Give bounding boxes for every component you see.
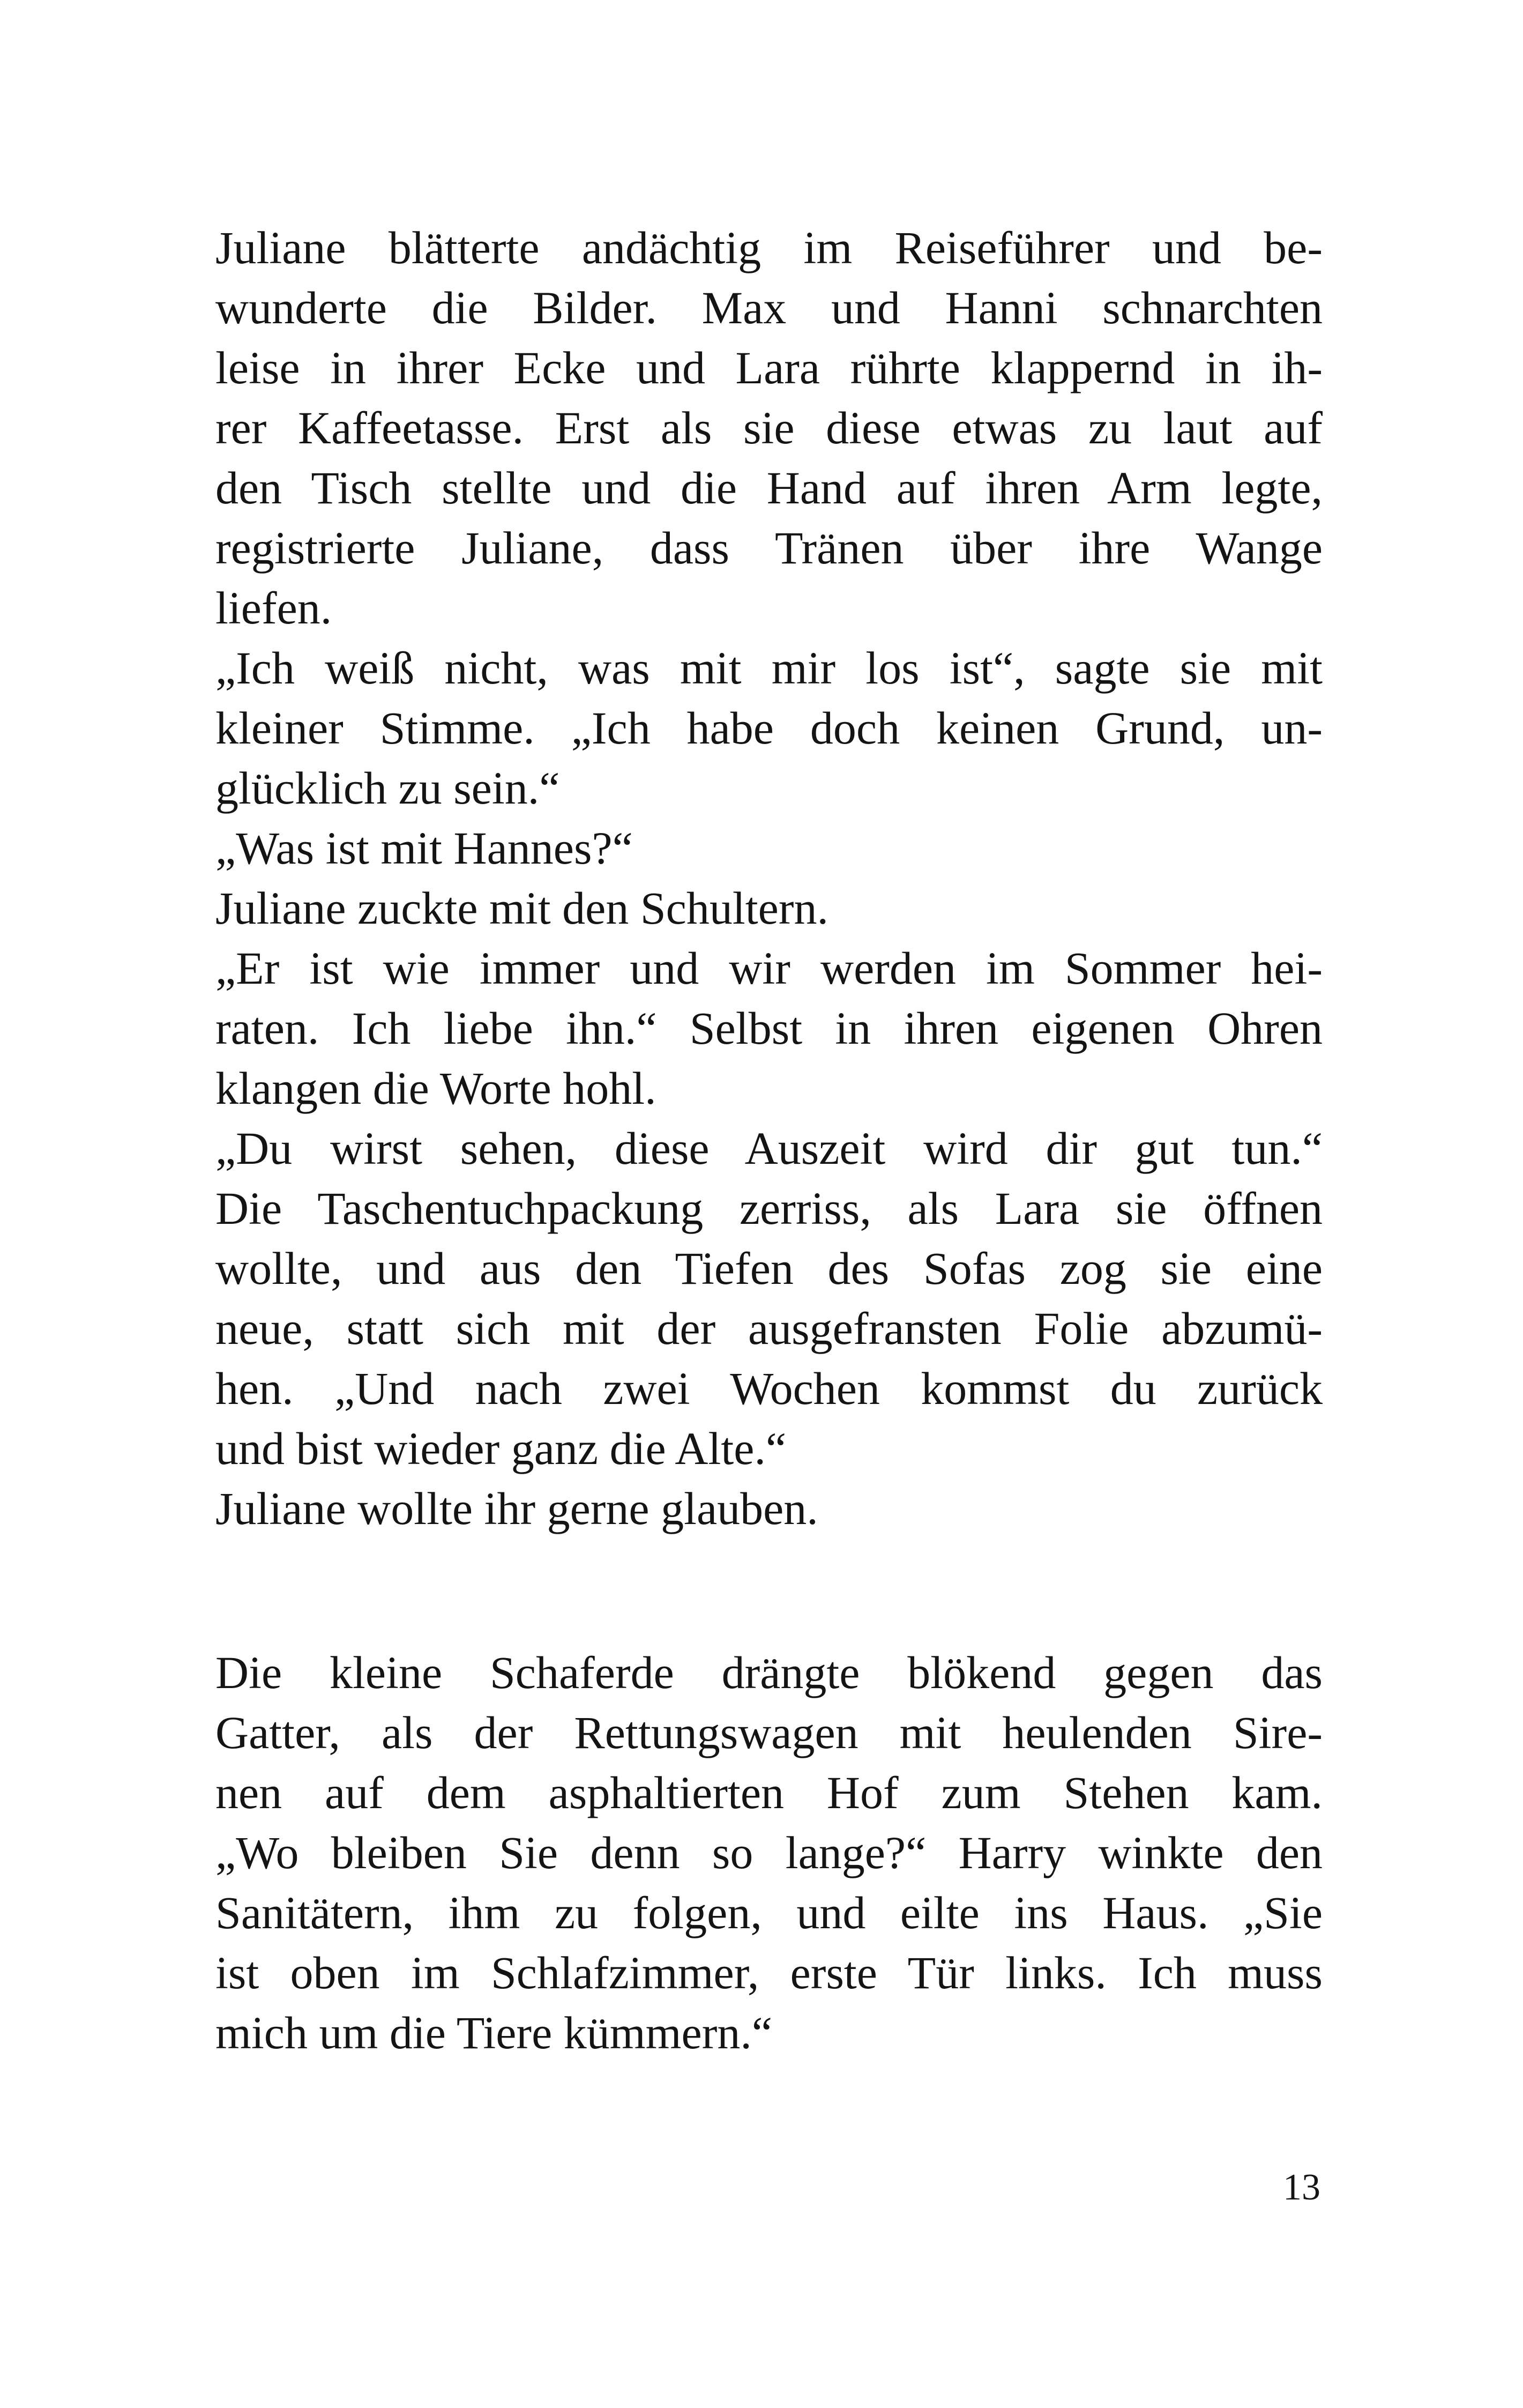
text-line: kleiner Stimme. „Ich habe doch keinen Grund, un- bbox=[215, 702, 1323, 754]
text-line: wollte, und aus den Tiefen des Sofas zog sie eine bbox=[215, 1243, 1323, 1294]
text-line: „Er ist wie immer und wir werden im Sommer hei- bbox=[215, 942, 1323, 994]
text-line: „Du wirst sehen, diese Auszeit wird dir gut tun.“ bbox=[215, 1123, 1323, 1174]
text-line: Die Taschentuchpackung zerriss, als Lara sie öffnen bbox=[215, 1183, 1323, 1234]
text-line: Juliane blätterte andächtig im Reiseführer und be- bbox=[215, 222, 1323, 273]
text-line: registrierte Juliane, dass Tränen über ihre Wange bbox=[215, 522, 1323, 574]
text-line: Gatter, als der Rettungswagen mit heulenden Sire- bbox=[215, 1707, 1323, 1758]
text-line: leise in ihrer Ecke und Lara rührte klappernd in ih- bbox=[215, 342, 1323, 393]
text-line: „Wo bleiben Sie denn so lange?“ Harry winkte den bbox=[215, 1827, 1323, 1878]
text-line: und bist wieder ganz die Alte.“ bbox=[215, 1423, 787, 1474]
text-line: Juliane zuckte mit den Schultern. bbox=[215, 882, 828, 934]
text-line: Die kleine Schaferde drängte blökend gegen das bbox=[215, 1647, 1323, 1698]
text-line: hen. „Und nach zwei Wochen kommst du zurück bbox=[215, 1363, 1323, 1414]
text-line: klangen die Worte hohl. bbox=[215, 1062, 656, 1114]
text-line: glücklich zu sein.“ bbox=[215, 762, 560, 814]
text-line: ist oben im Schlafzimmer, erste Tür links. Ich muss bbox=[215, 1947, 1323, 1998]
text-line: neue, statt sich mit der ausgefransten Folie abzumü- bbox=[215, 1303, 1323, 1354]
text-line: mich um die Tiere kümmern.“ bbox=[215, 2007, 773, 2058]
text-line: Sanitätern, ihm zu folgen, und eilte ins Haus. „Sie bbox=[215, 1887, 1323, 1938]
text-line: Juliane wollte ihr gerne glauben. bbox=[215, 1483, 818, 1534]
text-line: „Was ist mit Hannes?“ bbox=[215, 822, 633, 874]
text-line: „Ich weiß nicht, was mit mir los ist“, sagte sie mit bbox=[215, 642, 1323, 694]
text-line: liefen. bbox=[215, 582, 332, 634]
text-line: nen auf dem asphaltierten Hof zum Stehen kam. bbox=[215, 1767, 1323, 1818]
page-number: 13 bbox=[1283, 2167, 1320, 2208]
text-line: rer Kaffeetasse. Erst als sie diese etwas zu laut auf bbox=[215, 402, 1323, 454]
text-line: raten. Ich liebe ihn.“ Selbst in ihren eigenen Ohren bbox=[215, 1002, 1323, 1054]
text-line: wunderte die Bilder. Max und Hanni schnarchten bbox=[215, 282, 1323, 333]
text-line: den Tisch stellte und die Hand auf ihren Arm legte, bbox=[215, 462, 1323, 514]
